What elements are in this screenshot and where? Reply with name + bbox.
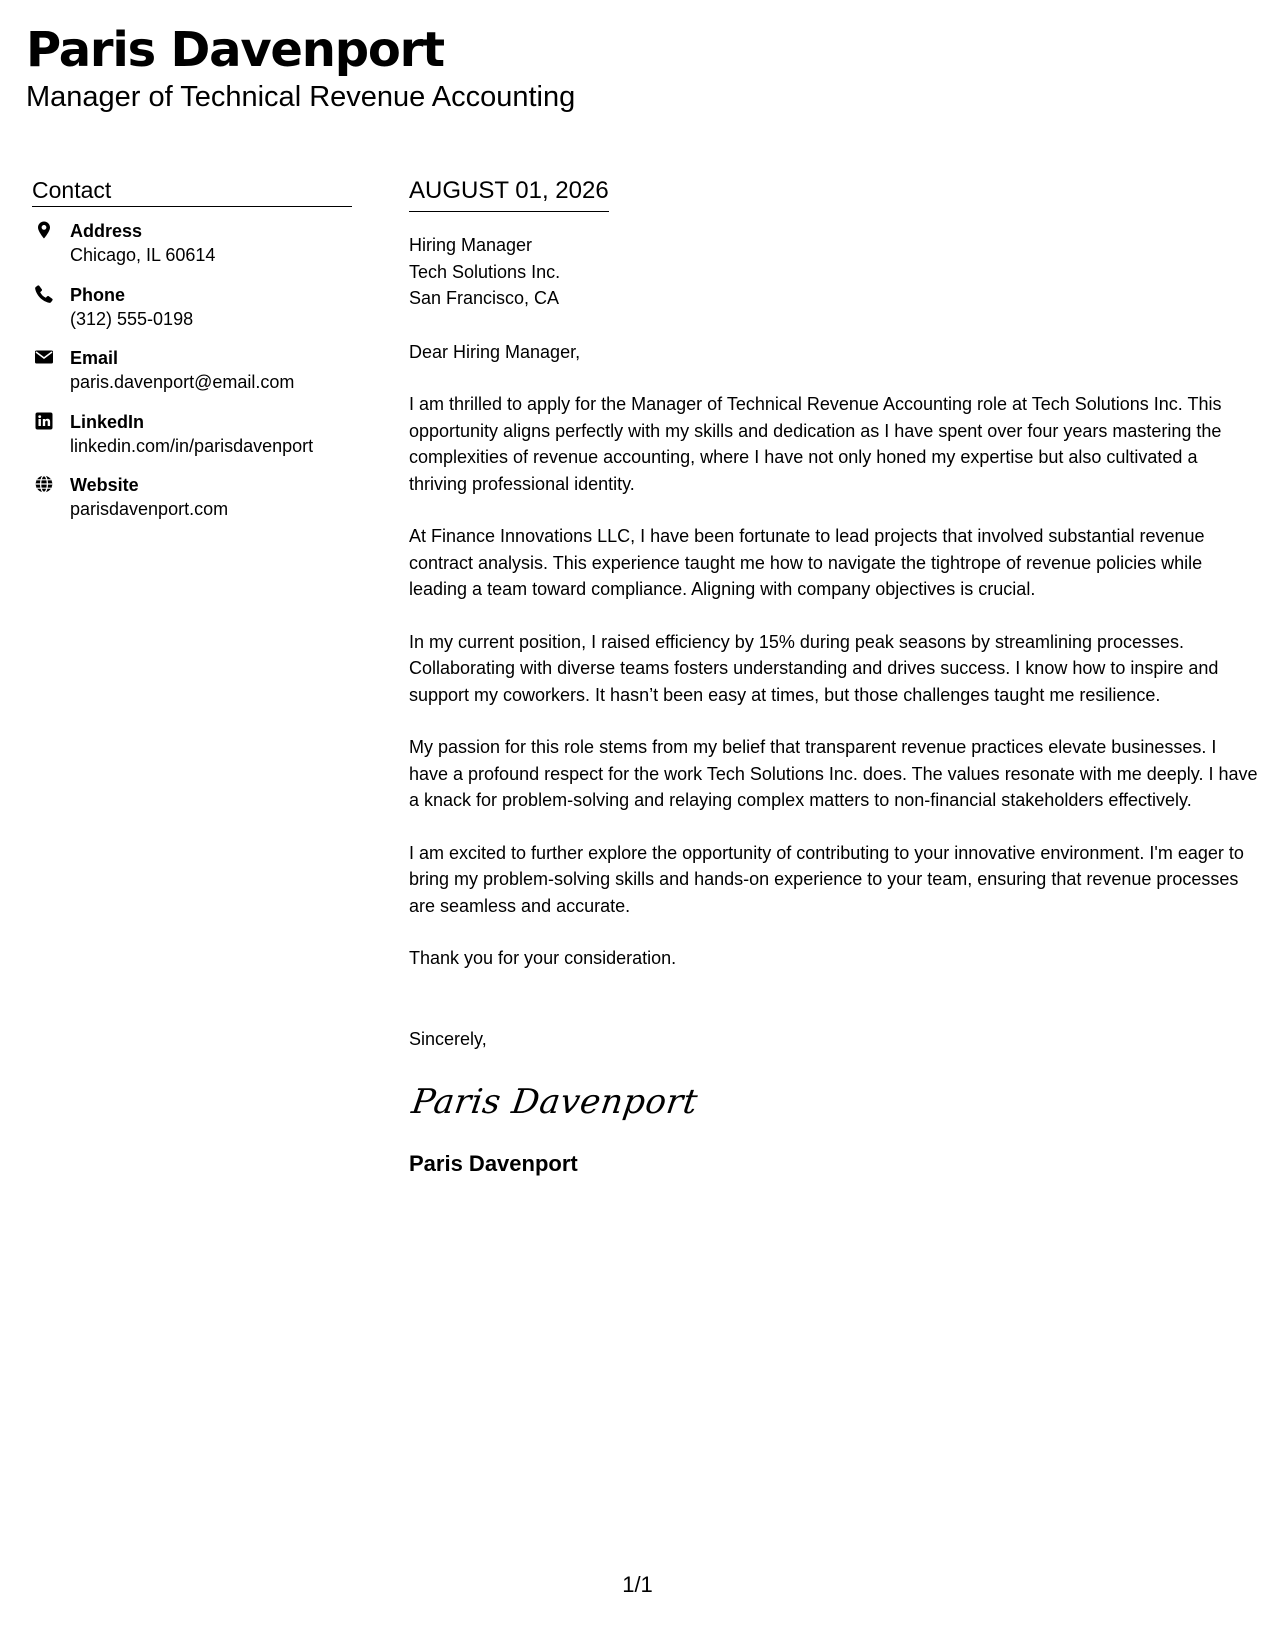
contact-item-linkedin xyxy=(32,410,352,474)
letter-paragraph: I am excited to further explore the opportunity of contributing to your innovative environment. I'm eager to bring my problem-solving skills and hands-on experience to your team, ensuring that revenue processes are seamless and accurate. xyxy=(409,842,1244,916)
letter-paragraph: I am thrilled to apply for the Manager of Technical Revenue Accounting role at Tech Solutions Inc. This opportunity aligns perfectly with my skills and dedication as I have spent over four years mastering the complexities of revenue accounting, where I have not only honed my expertise but also cultivated a thriving professional identity. xyxy=(409,394,1222,494)
contact-label: Address xyxy=(70,221,143,241)
contact-label: Email xyxy=(70,348,119,368)
linkedin-value: linkedin.com/in/parisdavenport xyxy=(70,435,314,456)
recipient-line: Tech Solutions Inc. xyxy=(409,261,561,282)
envelope-icon xyxy=(34,347,56,369)
contact-sidebar xyxy=(32,176,352,537)
contact-list xyxy=(32,219,352,537)
contact-item-address xyxy=(32,219,352,283)
resume-header xyxy=(26,22,575,114)
page-number: 1/1 xyxy=(622,1572,653,1597)
closing: Sincerely, xyxy=(409,1028,487,1049)
letter-paragraph: Thank you for your consideration. xyxy=(409,948,677,968)
contact-heading: Contact xyxy=(32,176,352,207)
recipient-block xyxy=(409,232,1259,312)
email-value: paris.davenport@email.com xyxy=(70,372,295,392)
applicant-name: Paris Davenport xyxy=(26,22,444,78)
letter-paragraph: At Finance Innovations LLC, I have been fortunate to lead projects that involved substantial revenue contract analysis. This experience taught me how to navigate the tightrope of revenue policies while leading a team toward compliance. Aligning with company objectives is crucial. xyxy=(409,526,1205,599)
contact-label: Website xyxy=(70,475,139,495)
website-value: parisdavenport.com xyxy=(70,499,229,519)
job-title: Manager of Technical Revenue Accounting xyxy=(26,81,576,113)
contact-label: Phone xyxy=(70,284,126,305)
map-pin-icon xyxy=(34,220,56,242)
address-value: Chicago, IL 60614 xyxy=(70,245,216,265)
handwritten-signature: Paris Davenport xyxy=(409,1082,701,1122)
linkedin-icon xyxy=(34,411,56,433)
letter-paragraph: In my current position, I raised efficiency by 15% during peak seasons by streamlining processes. Collaborating with diverse teams fosters understanding and drives success. I know how to inspire and support my coworkers. It hasn’t been easy at times, but those challenges taught me resilience. xyxy=(409,631,1219,705)
contact-item-phone xyxy=(32,283,352,347)
letter-paragraph: My passion for this role stems from my belief that transparent revenue practices elevate businesses. I have a profound respect for the work Tech Solutions Inc. does. The values resonate with me deeply. I have a knack for problem-solving and relaying complex matters to non-financial stakeholders effectively. xyxy=(409,737,1258,810)
globe-icon xyxy=(34,474,56,496)
signer-name: Paris Davenport xyxy=(409,1151,578,1176)
contact-item-email xyxy=(32,346,352,410)
contact-label: LinkedIn xyxy=(70,411,145,432)
contact-item-website xyxy=(32,473,352,537)
recipient-line: Hiring Manager xyxy=(409,235,533,255)
recipient-line: San Francisco, CA xyxy=(409,288,560,308)
phone-value: (312) 555-0198 xyxy=(70,308,194,329)
letter-body xyxy=(409,176,1259,1178)
salutation: Dear Hiring Manager, xyxy=(409,341,581,362)
letter-date: AUGUST 01, 2026 xyxy=(409,176,609,212)
phone-icon xyxy=(34,284,56,306)
